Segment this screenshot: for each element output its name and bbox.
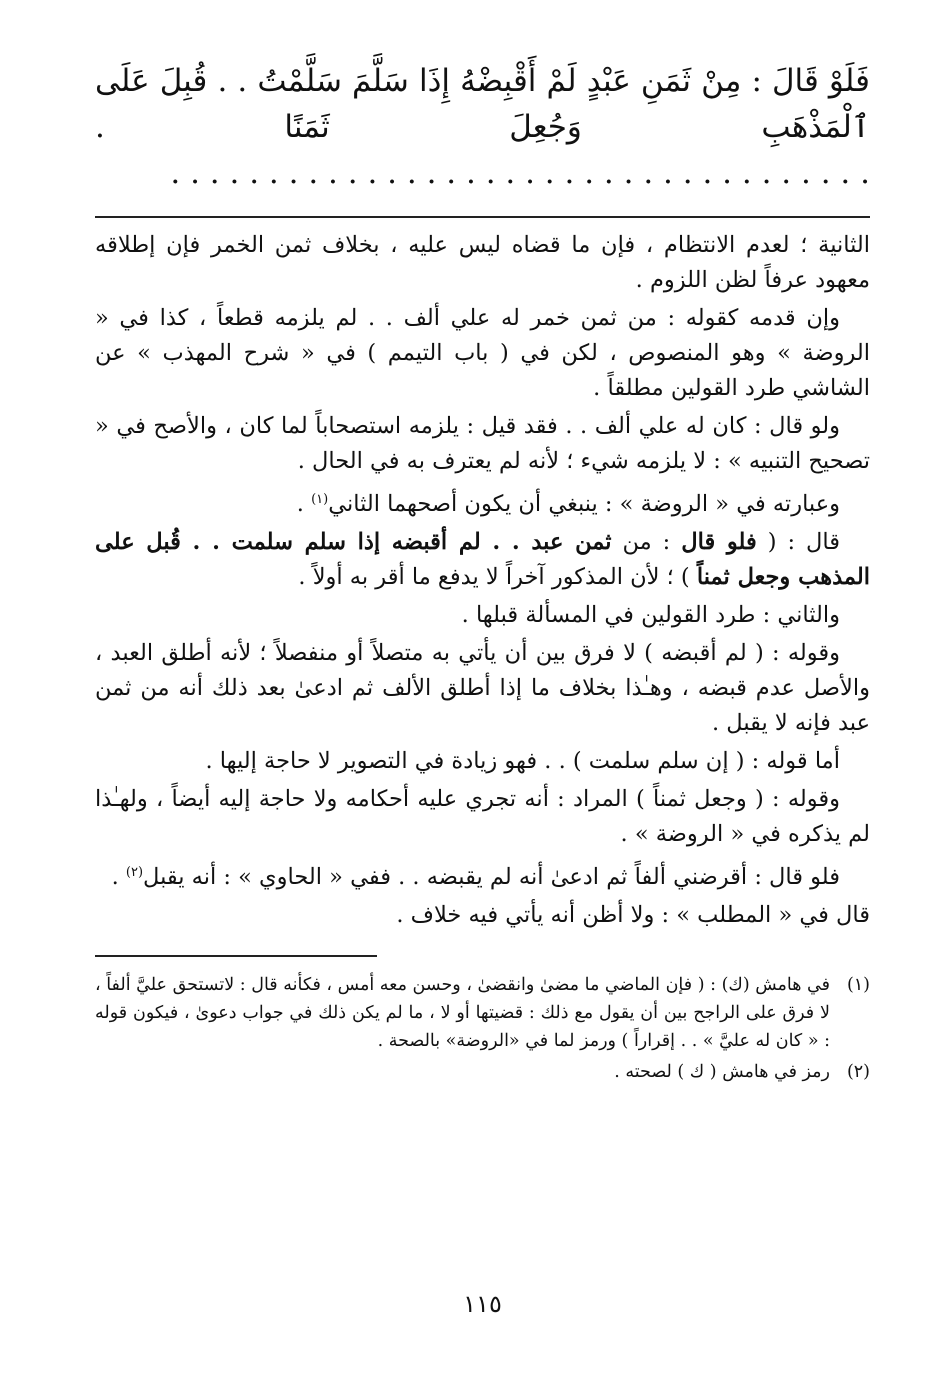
footnote-text: رمز في هامش ( ك ) لصحته .: [614, 1062, 830, 1082]
matn-quote: فلو قال: [681, 529, 757, 555]
paragraph: والثاني : طرد القولين في المسألة قبلها .: [461, 602, 840, 628]
paragraph: أما قوله : ( إن سلم سلمت ) . . فهو زيادة في التصوير لا حاجة إليها .: [205, 748, 840, 774]
footnote: [95, 971, 870, 1055]
footnotes: [95, 971, 870, 1086]
paragraph-text: وعبارته في « الروضة » : ينبغي أن يكون أصحهما الثاني: [328, 491, 840, 517]
footnote-marker: (١): [311, 492, 329, 507]
footnote-text: في هامش (ك) : ( فإن الماضي ما مضىٰ وانقضىٰ ، وحسن معه أمس ، فكأنه قال : لاتستحق عليَّ ألفاً ، لا فرق على الراجح بين أن يقول مع ذلك : قضيتها أو لا ، ما لم يكن ذلك في جواب دعوىٰ ، فيكون قوله : « كان له عليَّ » . . إقراراً ) ورمز لما في «الروضة» بالصحة .: [95, 975, 830, 1051]
paragraph: فلو قال : أقرضني ألفاً ثم ادعىٰ أنه لم يقبضه . . ففي « الحاوي » : أنه يقبل$^{(٢)}$ .: [111, 864, 840, 890]
commentary-text: [95, 228, 870, 933]
paragraph: وقوله : ( لم أقبضه ) لا فرق بين أن يأتي به متصلاً أو منفصلاً ؛ لأنه أطلق العبد ، والأصل عدم قبضه ، وهـٰذا بخلاف ما إذا أطلق الألف ثم ادعىٰ بعد ذلك أنه من ثمن عبد فإنه لا يقبل .: [95, 640, 870, 736]
paragraph: [95, 525, 870, 595]
paragraph-text: فلو قال : أقرضني ألفاً ثم ادعىٰ أنه لم يقبضه . . ففي « الحاوي » : أنه يقبل: [143, 864, 840, 890]
paragraph: ولو قال : كان له علي ألف . . فقد قيل : يلزمه استصحاباً لما كان ، والأصح في « تصحيح التنبيه » : لا يلزمه شيء ؛ لأنه لم يعترف به في الحال .: [95, 413, 870, 474]
matn-quote: ثمن عبد . . لم أقبضه إذا سلم سلمت . . قُبل على المذهب وجعل ثمناً: [95, 529, 870, 590]
footnote-separator: [95, 955, 377, 957]
paragraph: قال في « المطلب » : ولا أظن أنه يأتي فيه خلاف .: [396, 902, 870, 928]
paragraph: الثانية ؛ لعدم الانتظام ، فإن ما قضاه ليس عليه ، بخلاف ثمن الخمر فإن إطلاقه معهود عرفاً لظن اللزوم .: [95, 232, 870, 293]
matn-line: فَلَوْ قَالَ : مِنْ ثَمَنِ عَبْدٍ لَمْ أَقْبِضْهُ إِذَا سَلَّمَ سَلَّمْتُ . . قُبِلَ عَلَى ٱلْمَذْهَبِ وَجُعِلَ ثَمَنًا .: [95, 63, 870, 145]
footnote-number: (١): [846, 975, 870, 995]
paragraph: وقوله : ( وجعل ثمناً ) المراد : أنه تجري عليه أحكامه ولا حاجة إليه أيضاً ، ولهـٰذا لم يذكره في « الروضة » .: [95, 786, 870, 847]
page-number: ١١٥: [463, 1290, 502, 1318]
quote-open: قال : (: [767, 529, 841, 555]
footnote: [95, 1058, 870, 1086]
matn-dots: . . . . . . . . . . . . . . . . . . . . . . . . . . . . . . . . . . . .: [170, 155, 870, 191]
footnote-number: (٢): [846, 1062, 870, 1082]
quote-mid: : من: [622, 529, 671, 555]
quote-close: ) ؛ لأن المذكور آخراً لا يدفع ما أقر به أولاً .: [298, 564, 690, 590]
paragraph: وإن قدمه كقوله : من ثمن خمر له علي ألف . . لم يلزمه قطعاً ، كذا في « الروضة » وهو المنصوص ، لكن في ( باب التيمم ) في « شرح المهذب » عن الشاشي طرد القولين مطلقاً .: [95, 305, 870, 401]
footnote-marker: (٢): [125, 865, 144, 880]
book-page: [95, 58, 870, 1348]
paragraph: وعبارته في « الروضة » : ينبغي أن يكون أصحهما الثاني$^{(١)}$ .: [296, 491, 840, 517]
matn-separator: [95, 216, 870, 218]
matn-text: [95, 58, 870, 196]
